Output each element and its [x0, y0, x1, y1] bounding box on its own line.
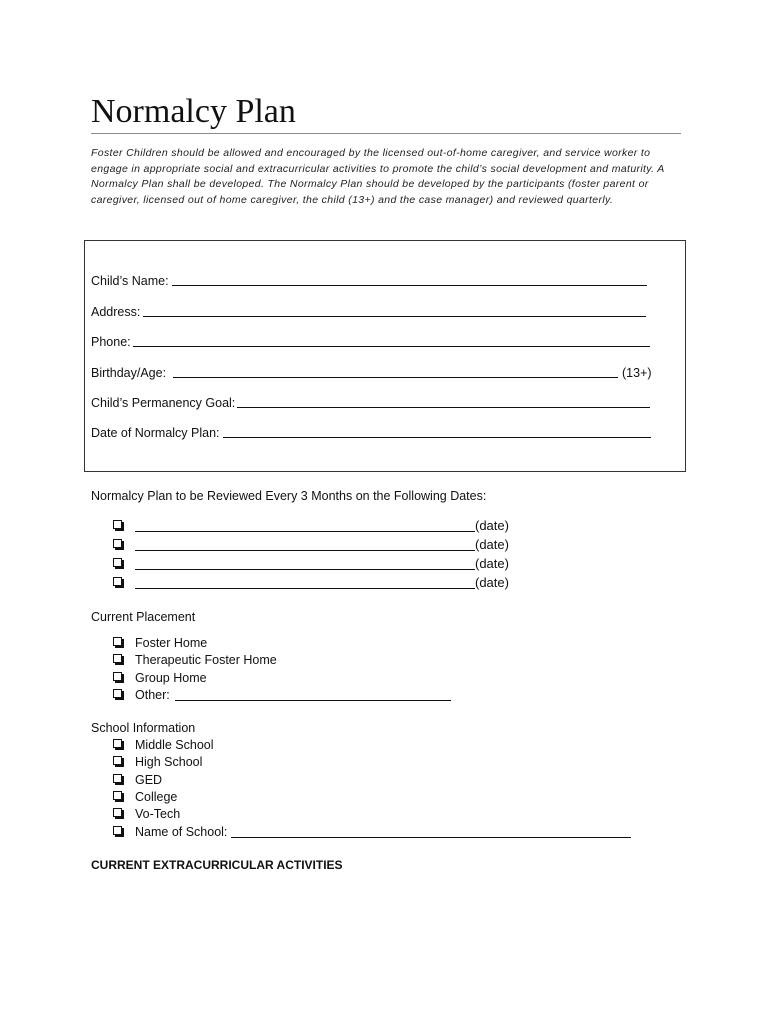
checkbox[interactable]	[113, 739, 122, 748]
school-option-name[interactable]	[113, 824, 638, 840]
page-title: Normalcy Plan	[91, 93, 296, 130]
checkbox[interactable]	[113, 654, 122, 663]
checkbox[interactable]	[113, 689, 122, 698]
permanency-goal-label: Child’s Permanency Goal:	[91, 396, 236, 410]
title-divider	[91, 133, 681, 134]
address-line[interactable]	[143, 316, 646, 317]
review-date-line[interactable]	[135, 531, 475, 532]
date-label: (date)	[475, 537, 509, 552]
intro-paragraph: Foster Children should be allowed and encouraged by the licensed out-of-home caregiver, and service worker to engage in appropriate social and extracurricular activities to promote the child’s social development and maturity. A Normalcy Plan shall be developed. The Normalcy Plan should be developed by the participants (foster parent or caregiver, licensed out of home caregiver, the child (13+) and the case manager) and reviewed quarterly.	[91, 147, 665, 207]
checkbox[interactable]	[113, 577, 122, 586]
checkbox[interactable]	[113, 756, 122, 765]
permanency-goal-field[interactable]	[91, 395, 651, 413]
birthday-age-line[interactable]	[173, 377, 618, 378]
review-date-row[interactable]	[113, 556, 533, 572]
school-heading: School Information	[91, 721, 196, 735]
school-label: Middle School	[135, 738, 214, 752]
placement-option[interactable]	[113, 635, 313, 651]
other-placement-line[interactable]	[175, 700, 451, 701]
placement-heading: Current Placement	[91, 610, 196, 624]
date-of-plan-label: Date of Normalcy Plan:	[91, 426, 220, 440]
school-option[interactable]	[113, 806, 313, 822]
placement-label: Group Home	[135, 671, 207, 685]
school-option[interactable]	[113, 754, 313, 770]
date-label: (date)	[475, 518, 509, 533]
review-heading: Normalcy Plan to be Reviewed Every 3 Months on the Following Dates:	[91, 489, 487, 503]
date-of-plan-field[interactable]	[91, 425, 651, 443]
review-date-line[interactable]	[135, 550, 475, 551]
school-label: High School	[135, 755, 203, 769]
checkbox[interactable]	[113, 826, 122, 835]
checkbox[interactable]	[113, 672, 122, 681]
school-option[interactable]	[113, 789, 313, 805]
childs-name-label: Child’s Name:	[91, 274, 169, 288]
age-suffix: (13+)	[622, 366, 652, 380]
date-of-plan-line[interactable]	[223, 437, 651, 438]
permanency-goal-line[interactable]	[237, 407, 650, 408]
placement-option-other[interactable]	[113, 687, 458, 703]
placement-label: Therapeutic Foster Home	[135, 653, 277, 667]
school-name-line[interactable]	[231, 837, 631, 838]
checkbox[interactable]	[113, 558, 122, 567]
placement-option[interactable]	[113, 670, 313, 686]
review-date-row[interactable]	[113, 518, 533, 534]
phone-label: Phone:	[91, 335, 131, 349]
checkbox[interactable]	[113, 774, 122, 783]
checkbox[interactable]	[113, 637, 122, 646]
review-date-row[interactable]	[113, 575, 533, 591]
phone-field[interactable]	[91, 334, 651, 352]
placement-label: Foster Home	[135, 636, 208, 650]
address-label: Address:	[91, 305, 141, 319]
extracurricular-heading: CURRENT EXTRACURRICULAR ACTIVITIES	[91, 858, 343, 872]
school-label: Vo-Tech	[135, 807, 181, 821]
review-date-row[interactable]	[113, 537, 533, 553]
school-label: Name of School:	[135, 825, 228, 839]
school-label: GED	[135, 773, 163, 787]
checkbox[interactable]	[113, 808, 122, 817]
date-label: (date)	[475, 575, 509, 590]
checkbox[interactable]	[113, 539, 122, 548]
address-field[interactable]	[91, 304, 651, 322]
checkbox[interactable]	[113, 791, 122, 800]
review-date-line[interactable]	[135, 569, 475, 570]
phone-line[interactable]	[133, 346, 650, 347]
placement-option[interactable]	[113, 652, 313, 668]
school-option[interactable]	[113, 737, 313, 753]
birthday-age-field[interactable]	[91, 365, 656, 383]
review-date-line[interactable]	[135, 588, 475, 589]
checkbox[interactable]	[113, 520, 122, 529]
school-label: College	[135, 790, 178, 804]
childs-name-line[interactable]	[172, 285, 647, 286]
birthday-age-label: Birthday/Age:	[91, 366, 167, 380]
date-label: (date)	[475, 556, 509, 571]
childs-name-field[interactable]	[91, 273, 651, 291]
school-option[interactable]	[113, 772, 313, 788]
placement-label: Other:	[135, 688, 170, 702]
